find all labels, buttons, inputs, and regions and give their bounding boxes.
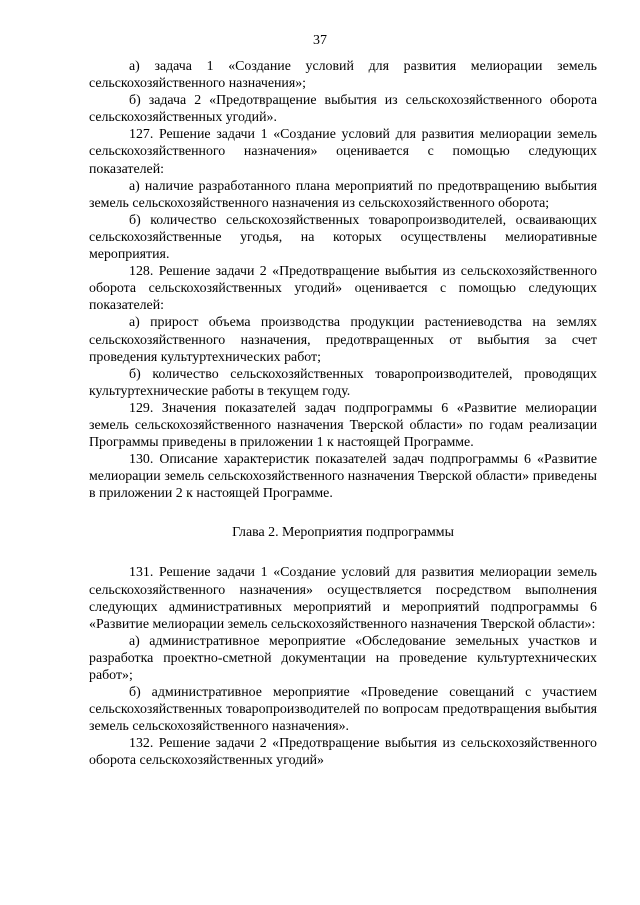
- paragraph-131: 131. Решение задачи 1 «Создание условий для развития мелиорации земель сельскохозяйственного назначения» осуществляется посредством выполнения следующих административных мероприятий и мероприятий подпрограммы 6 «Развитие мелиорации земель сельскохозяйственного назначения Тверской области»:: [89, 565, 597, 632]
- paragraph-128-b: б) количество сельскохозяйственных товаропроизводителей, проводящих культуртехнические работы в текущем году.: [89, 366, 597, 399]
- paragraph-131-b: б) административное мероприятие «Проведение совещаний с участием сельскохозяйственных товаропроизводителей по вопросам предотвращения выбытия земель сельскохозяйственного назначения».: [89, 685, 597, 735]
- paragraph-129: 129. Значения показателей задач подпрограммы 6 «Развитие мелиорации земель сельскохозяйственного назначения Тверской области» по годам реализации Программы приведены в приложении 1 к настоящей Программе.: [89, 400, 597, 451]
- chapter-heading: Глава 2. Мероприятия подпрограммы: [232, 525, 454, 541]
- paragraph-127: 127. Решение задачи 1 «Создание условий для развития мелиорации земель сельскохозяйственного назначения» оценивается с помощью следующих показателей:: [89, 127, 597, 177]
- paragraph-131-a: а) административное мероприятие «Обследование земельных участков и разработка проектно-сметной документации на проведение культуртехнических работ»;: [89, 633, 597, 683]
- page-number: 37: [313, 33, 327, 48]
- paragraph-task-2: б) задача 2 «Предотвращение выбытия из сельскохозяйственного оборота сельскохозяйственных угодий».: [89, 93, 597, 126]
- paragraph-130: 130. Описание характеристик показателей задач подпрограммы 6 «Развитие мелиорации земель сельскохозяйственного назначения Тверской области» приведены в приложении 2 к настоящей Программе.: [89, 452, 597, 502]
- paragraph-127-b: б) количество сельскохозяйственных товаропроизводителей, осваивающих сельскохозяйственные угодья, на которых осуществлены мелиоративные мероприятия.: [89, 212, 597, 263]
- paragraph-128: 128. Решение задачи 2 «Предотвращение выбытия из сельскохозяйственного оборота сельскохозяйственных угодий» оценивается с помощью следующих показателей:: [89, 264, 597, 314]
- paragraph-128-a: а) прирост объема производства продукции растениеводства на землях сельскохозяйственного назначения, предотвращенных от выбытия за счет проведения культуртехнических работ;: [89, 315, 597, 365]
- paragraph-127-a: а) наличие разработанного плана мероприятий по предотвращению выбытия земель сельскохозяйственного назначения из сельскохозяйственного оборота;: [89, 178, 597, 211]
- paragraph-132: 132. Решение задачи 2 «Предотвращение выбытия из сельскохозяйственного оборота сельскохозяйственных угодий»: [89, 736, 597, 769]
- page-body: [89, 58, 597, 770]
- paragraph-task-1: а) задача 1 «Создание условий для развития мелиорации земель сельскохозяйственного назначения»;: [89, 59, 597, 92]
